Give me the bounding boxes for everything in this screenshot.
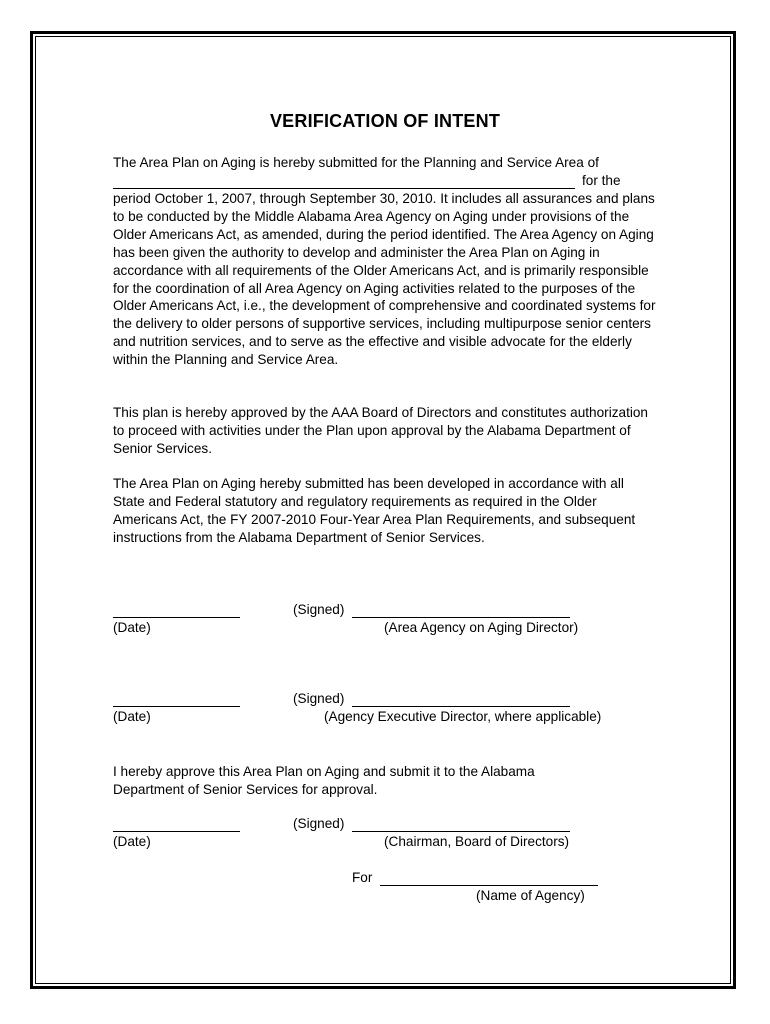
planning-area-blank-line[interactable] bbox=[113, 188, 575, 189]
agency-name-caption: (Name of Agency) bbox=[476, 888, 585, 903]
date-label-1: (Date) bbox=[113, 620, 151, 635]
for-label: For bbox=[352, 870, 373, 885]
date-line-2[interactable] bbox=[113, 706, 240, 707]
date-line-1[interactable] bbox=[113, 617, 240, 618]
date-line-3[interactable] bbox=[113, 831, 240, 832]
signer-role-2: (Agency Executive Director, where applicable) bbox=[324, 709, 602, 724]
date-label-2: (Date) bbox=[113, 709, 151, 724]
signature-line-2[interactable] bbox=[352, 706, 570, 707]
paragraph2: This plan is hereby approved by the AAA Board of Directors and constitutes authorization to proceed with activities under the Plan upon approval by the Alabama Department of Senior Services. bbox=[113, 405, 648, 456]
signer-role-1: (Area Agency on Aging Director) bbox=[384, 620, 579, 635]
signer-role-3: (Chairman, Board of Directors) bbox=[384, 834, 570, 849]
signed-label-2: (Signed) bbox=[293, 691, 345, 706]
signature-line-1[interactable] bbox=[352, 617, 570, 618]
paragraph1-first-line: The Area Plan on Aging is hereby submitted for the Planning and Service Area of bbox=[113, 155, 599, 170]
agency-name-line[interactable] bbox=[380, 885, 598, 886]
paragraph3: The Area Plan on Aging hereby submitted has been developed in accordance with all State and Federal statutory and regulatory requirements as required in the Older Americans Act, the FY 2007-2010 Four-Year Area Plan Requirements, and subsequent instructions from the Alabama Department of Senior Services. bbox=[113, 476, 636, 545]
signed-label-3: (Signed) bbox=[293, 816, 345, 831]
document-title: VERIFICATION OF INTENT bbox=[269, 111, 501, 131]
paragraph1-body: period October 1, 2007, through September 30, 2010. It includes all assurances and plans to be conducted by the Middle Alabama Area Agency on Aging under provisions of the Older Americans Act, as amended, during the period identified. The Area Agency on Aging has been given the authority to develop and administer the Area Plan on Aging in accordance with all requirements of the Older Americans Act, and is primarily responsible for the coordination of all Area Agency on Aging activities related to the purposes of the Older Americans Act, i.e., the development of comprehensive and coordinated systems for the delivery to older persons of supportive services, including multipurpose senior centers and nutrition services, and to serve as the effective and visible advocate for the elderly within the Planning and Service Area. bbox=[113, 191, 656, 368]
paragraph1-blank-suffix: for the bbox=[582, 173, 621, 188]
signed-label-1: (Signed) bbox=[293, 602, 345, 617]
signature-line-3[interactable] bbox=[352, 831, 570, 832]
date-label-3: (Date) bbox=[113, 834, 151, 849]
approval-statement: I hereby approve this Area Plan on Aging and submit it to the Alabama Department of Senior Services for approval. bbox=[113, 764, 535, 797]
